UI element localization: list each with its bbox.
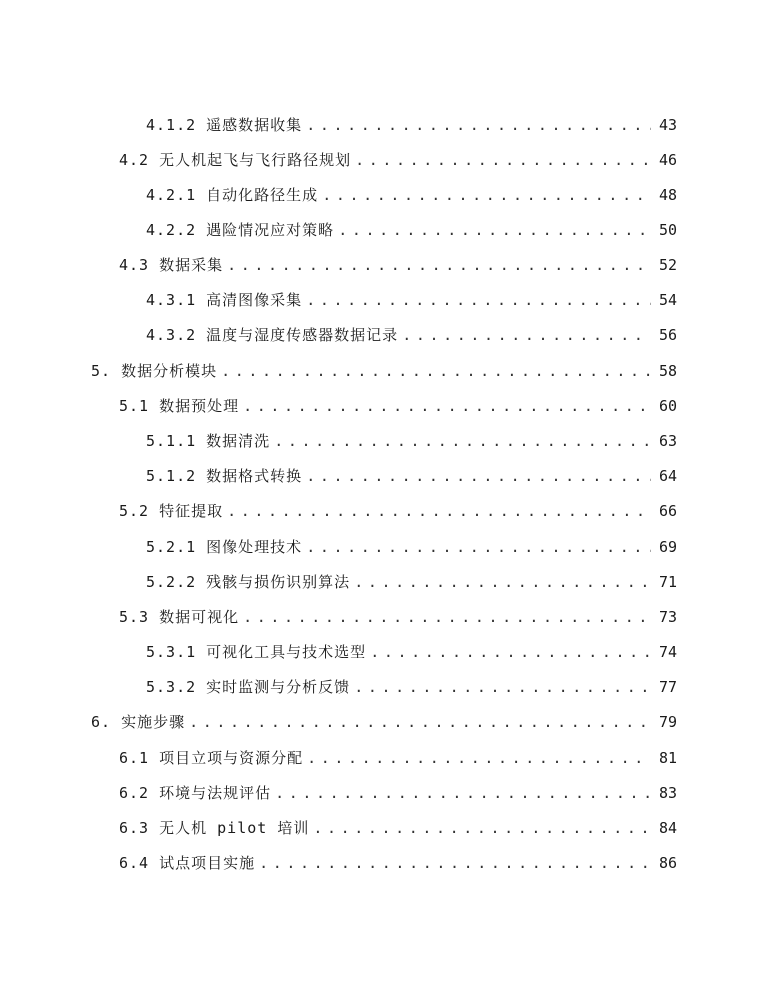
toc-entry-title: 5.2 特征提取 [119, 502, 224, 520]
toc-entry[interactable] [119, 851, 677, 875]
toc-entry[interactable] [146, 464, 677, 488]
toc-entry-title: 4.3 数据采集 [119, 256, 224, 274]
toc-page-number: 46 [658, 151, 677, 169]
toc-entry-title: 5.1 数据预处理 [119, 397, 240, 415]
toc-page-number: 60 [658, 397, 677, 415]
toc-leader-dots [243, 394, 651, 418]
toc-leader-dots [370, 640, 651, 664]
toc-entry-title: 5.3 数据可视化 [119, 608, 240, 626]
toc-page-number: 54 [658, 291, 677, 309]
toc-leader-dots [306, 288, 651, 312]
toc-entry-title: 5.2.1 图像处理技术 [146, 538, 303, 556]
toc-entry-title: 4.2 无人机起飞与飞行路径规划 [119, 151, 352, 169]
toc-page-number: 66 [658, 502, 677, 520]
toc-entry-title: 4.2.1 自动化路径生成 [146, 186, 319, 204]
toc-entry[interactable] [119, 253, 677, 277]
toc-leader-dots [189, 710, 651, 734]
toc-entry-title: 6. 实施步骤 [91, 713, 186, 731]
toc-entry-title: 6.1 项目立项与资源分配 [119, 749, 304, 767]
toc-entry-title: 6.4 试点项目实施 [119, 854, 256, 872]
toc-page-number: 83 [658, 784, 677, 802]
toc-page-number: 71 [658, 573, 677, 591]
toc-entry[interactable] [119, 781, 677, 805]
toc-entry-title: 5.3.2 实时监测与分析反馈 [146, 678, 351, 696]
toc-entry-title: 4.3.2 温度与湿度传感器数据记录 [146, 326, 399, 344]
toc-leader-dots [306, 464, 651, 488]
toc-entry[interactable] [91, 359, 677, 383]
toc-entry-title: 4.1.2 遥感数据收集 [146, 116, 303, 134]
toc-entry-title: 5.1.1 数据清洗 [146, 432, 271, 450]
toc-leader-dots [338, 218, 651, 242]
toc-page-number: 69 [658, 538, 677, 556]
toc-page-number: 81 [658, 749, 677, 767]
toc-page-number: 73 [658, 608, 677, 626]
toc-entry-title: 5.3.1 可视化工具与技术选型 [146, 643, 367, 661]
toc-entry[interactable] [146, 113, 677, 137]
toc-entry-title: 5. 数据分析模块 [91, 362, 218, 380]
toc-entry[interactable] [146, 535, 677, 559]
toc-page-number: 50 [658, 221, 677, 239]
toc-leader-dots [306, 113, 651, 137]
toc-leader-dots [313, 816, 651, 840]
toc-page-number: 48 [658, 186, 677, 204]
toc-leader-dots [227, 499, 651, 523]
toc-page-number: 77 [658, 678, 677, 696]
toc-page-number: 74 [658, 643, 677, 661]
toc-entry[interactable] [119, 148, 677, 172]
toc-entry[interactable] [146, 183, 677, 207]
toc-page-number: 58 [658, 362, 677, 380]
toc-entry[interactable] [119, 816, 677, 840]
toc-leader-dots [354, 570, 651, 594]
toc-entry[interactable] [146, 570, 677, 594]
toc-page-number: 79 [658, 713, 677, 731]
toc-leader-dots [322, 183, 651, 207]
toc-leader-dots [307, 746, 651, 770]
toc-page-number: 56 [658, 326, 677, 344]
toc-leader-dots [402, 323, 651, 347]
toc-entry[interactable] [119, 394, 677, 418]
toc-leader-dots [354, 675, 651, 699]
toc-leader-dots [243, 605, 651, 629]
toc-entry-title: 6.3 无人机 pilot 培训 [119, 819, 310, 837]
toc-leader-dots [275, 781, 651, 805]
toc-page-number: 43 [658, 116, 677, 134]
toc-entry[interactable] [119, 499, 677, 523]
toc-leader-dots [355, 148, 651, 172]
toc-entry[interactable] [91, 710, 677, 734]
toc-leader-dots [221, 359, 651, 383]
toc-entry-title: 4.3.1 高清图像采集 [146, 291, 303, 309]
toc-entry[interactable] [146, 640, 677, 664]
toc-entry[interactable] [146, 323, 677, 347]
toc-entry-title: 6.2 环境与法规评估 [119, 784, 272, 802]
toc-leader-dots [227, 253, 651, 277]
toc-page-number: 64 [658, 467, 677, 485]
toc-leader-dots [306, 535, 651, 559]
toc-leader-dots [274, 429, 651, 453]
toc-page-number: 63 [658, 432, 677, 450]
toc-entry[interactable] [119, 746, 677, 770]
toc-entry[interactable] [146, 675, 677, 699]
toc-entry[interactable] [146, 429, 677, 453]
toc-leader-dots [259, 851, 651, 875]
toc-page-number: 52 [658, 256, 677, 274]
toc-entry-title: 4.2.2 遇险情况应对策略 [146, 221, 335, 239]
toc-page-number: 84 [658, 819, 677, 837]
toc-entry[interactable] [146, 288, 677, 312]
toc-entry-title: 5.2.2 残骸与损伤识别算法 [146, 573, 351, 591]
toc-entry[interactable] [119, 605, 677, 629]
toc-entry[interactable] [146, 218, 677, 242]
toc-entry-title: 5.1.2 数据格式转换 [146, 467, 303, 485]
toc-page-number: 86 [658, 854, 677, 872]
